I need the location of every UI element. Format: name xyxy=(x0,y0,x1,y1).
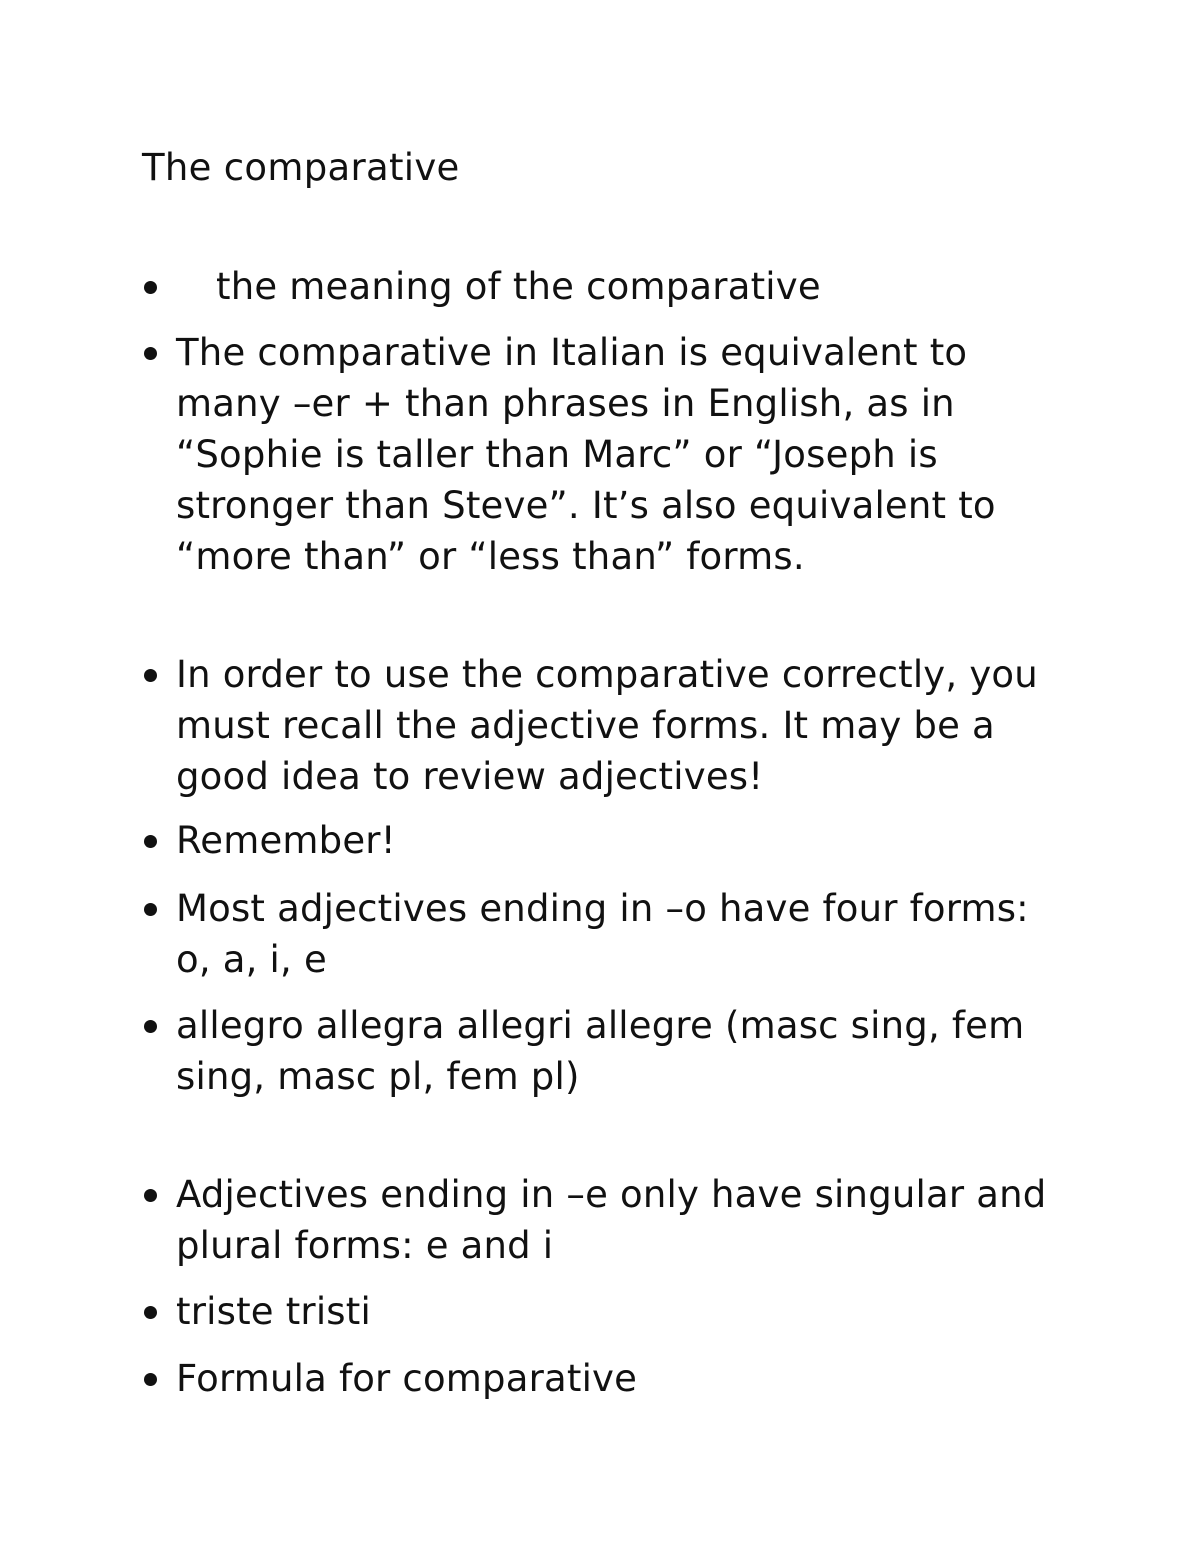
list-item-text: Most adjectives ending in –o have four forms: o, a, i, e xyxy=(176,887,1029,981)
bullet-icon xyxy=(144,347,157,360)
bullet-icon xyxy=(144,1189,157,1202)
list-item-text: the meaning of the comparative xyxy=(216,265,821,308)
bullet-icon xyxy=(144,1020,157,1033)
list-item-text: Adjectives ending in –e only have singular and plural forms: e and i xyxy=(176,1173,1047,1267)
list-item-text: allegro allegra allegri allegre (masc sing, fem sing, masc pl, fem pl) xyxy=(176,1004,1025,1098)
bullet-icon xyxy=(144,903,157,916)
bullet-icon xyxy=(144,835,157,848)
list-item-text: triste tristi xyxy=(176,1290,371,1333)
bullet-icon xyxy=(144,1306,157,1319)
list-item-text: The comparative in Italian is equivalent to many –er + than phrases in English, as in “Sophie is taller than Marc” or “Joseph is stronger than Steve”. It’s also equivalent to “more than” or “less than” forms. xyxy=(176,331,996,578)
list-item-text: Remember! xyxy=(176,819,396,862)
bullet-icon xyxy=(144,281,157,294)
list-item-text: Formula for comparative xyxy=(176,1357,638,1400)
page-title: The comparative xyxy=(142,146,460,189)
list-item-text: In order to use the comparative correctly, you must recall the adjective forms. It may be a good idea to review adjectives! xyxy=(176,653,1038,798)
bullet-icon xyxy=(144,669,157,682)
bullet-icon xyxy=(144,1373,157,1386)
